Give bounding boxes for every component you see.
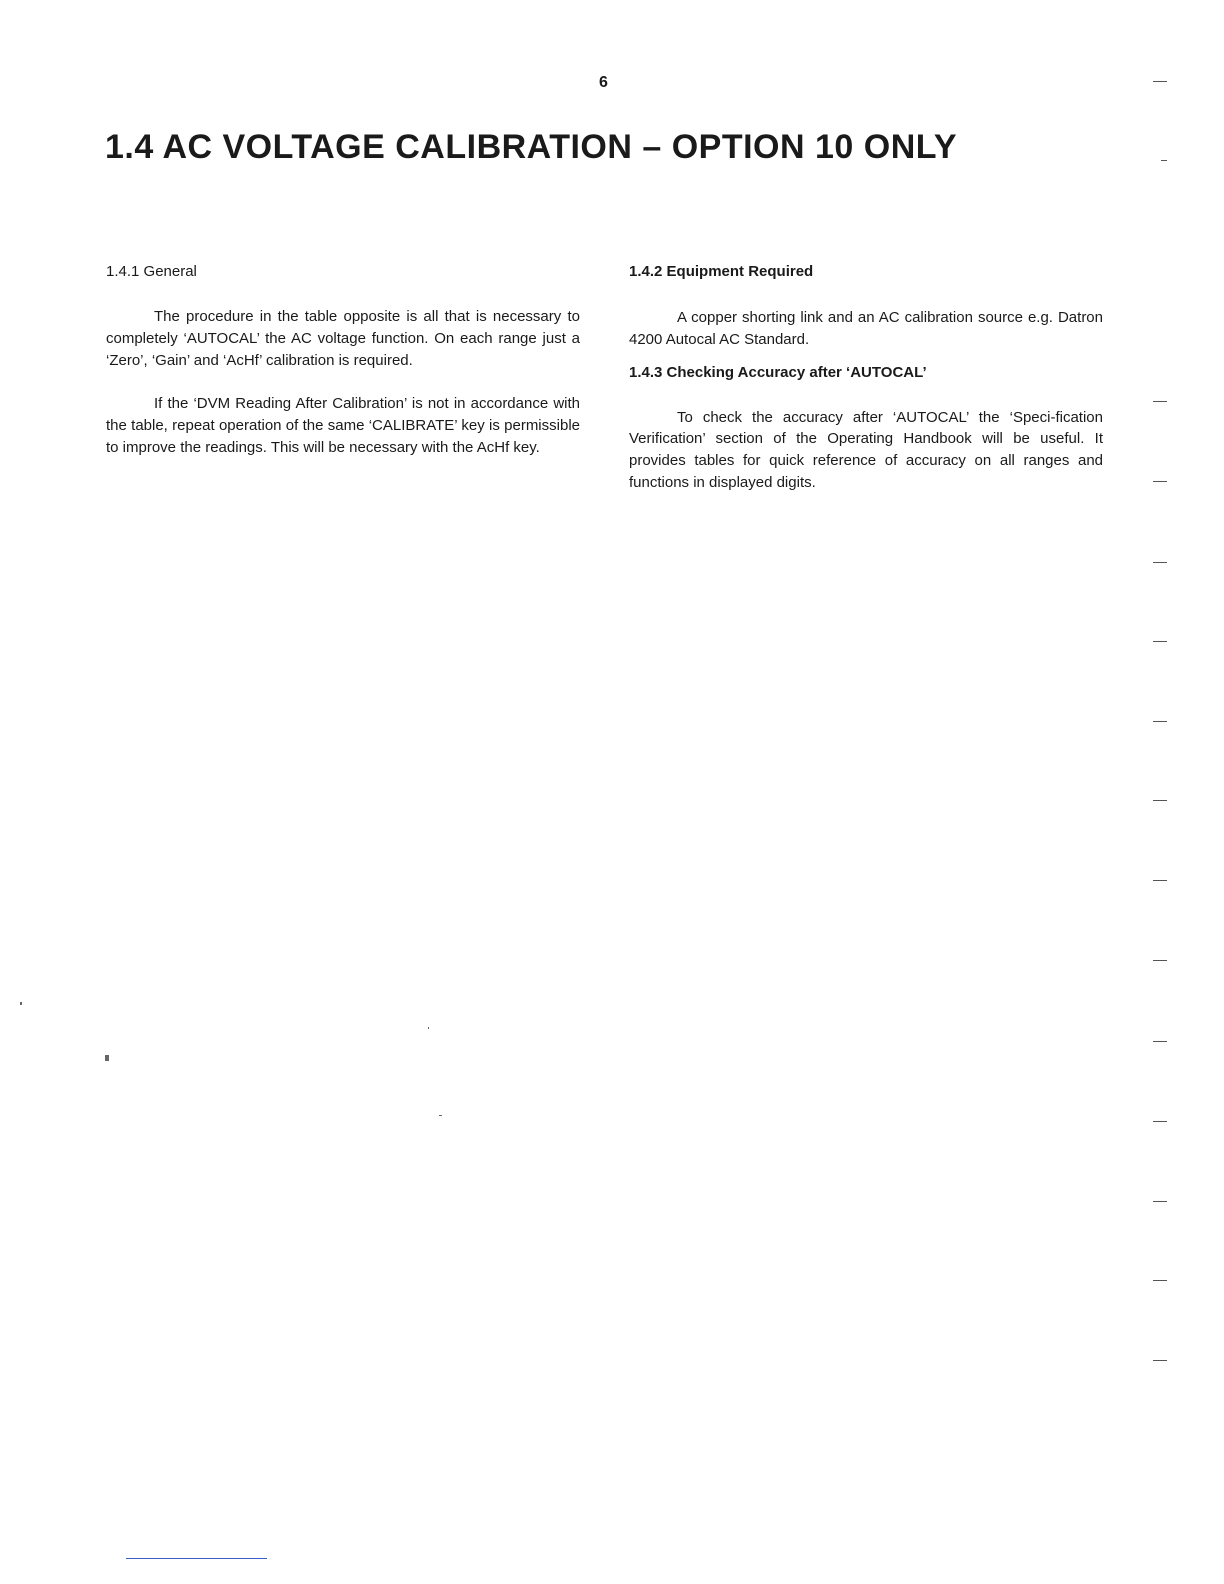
section-heading-checking-accuracy: 1.4.3 Checking Accuracy after ‘AUTOCAL’ — [629, 363, 927, 381]
scan-speck — [428, 1027, 429, 1029]
scan-speck — [439, 1115, 442, 1116]
paragraph-checking-accuracy: To check the accuracy after ‘AUTOCAL’ the ‘Speci-fication Verification’ section of the Operating Handbook will be useful. It provides tables for quick reference of accuracy on all ranges and functions in displayed digits. — [629, 408, 1103, 491]
margin-tick — [1153, 562, 1167, 563]
margin-tick — [1153, 800, 1167, 801]
left-column — [106, 262, 580, 459]
right-column — [629, 262, 1103, 494]
margin-tick — [1153, 960, 1167, 961]
section-heading-general: 1.4.1 General — [106, 263, 197, 280]
page-number: 6 — [599, 74, 608, 91]
margin-tick — [1153, 880, 1167, 881]
margin-tick — [1153, 401, 1167, 402]
paragraph-general-1: The procedure in the table opposite is all that is necessary to completely ‘AUTOCAL’ the AC voltage function. On each range just a ‘Zero’, ‘Gain’ and ‘AcHf’ calibration is required. — [106, 308, 580, 369]
margin-tick — [1153, 1121, 1167, 1122]
footnote-rule — [126, 1558, 267, 1559]
scan-speck — [105, 1055, 109, 1061]
section-heading-equipment: 1.4.2 Equipment Required — [629, 263, 814, 280]
margin-tick — [1153, 1360, 1167, 1361]
margin-tick — [1161, 160, 1167, 161]
margin-tick — [1153, 81, 1167, 82]
margin-tick — [1153, 641, 1167, 642]
paragraph-equipment: A copper shorting link and an AC calibration source e.g. Datron 4200 Autocal AC Standard. — [629, 309, 1103, 348]
margin-tick — [1153, 1280, 1167, 1281]
paragraph-general-2: If the ‘DVM Reading After Calibration’ is not in accordance with the table, repeat operation of the same ‘CALIBRATE’ key is permissible to improve the readings. This will be necessary with the AcHf key. — [106, 395, 580, 456]
margin-tick — [1153, 481, 1167, 482]
margin-tick — [1153, 1041, 1167, 1042]
page-title: 1.4 AC VOLTAGE CALIBRATION – OPTION 10 ONLY — [105, 128, 958, 166]
margin-tick — [1153, 1201, 1167, 1202]
scan-speck — [20, 1002, 22, 1005]
margin-tick — [1153, 721, 1167, 722]
